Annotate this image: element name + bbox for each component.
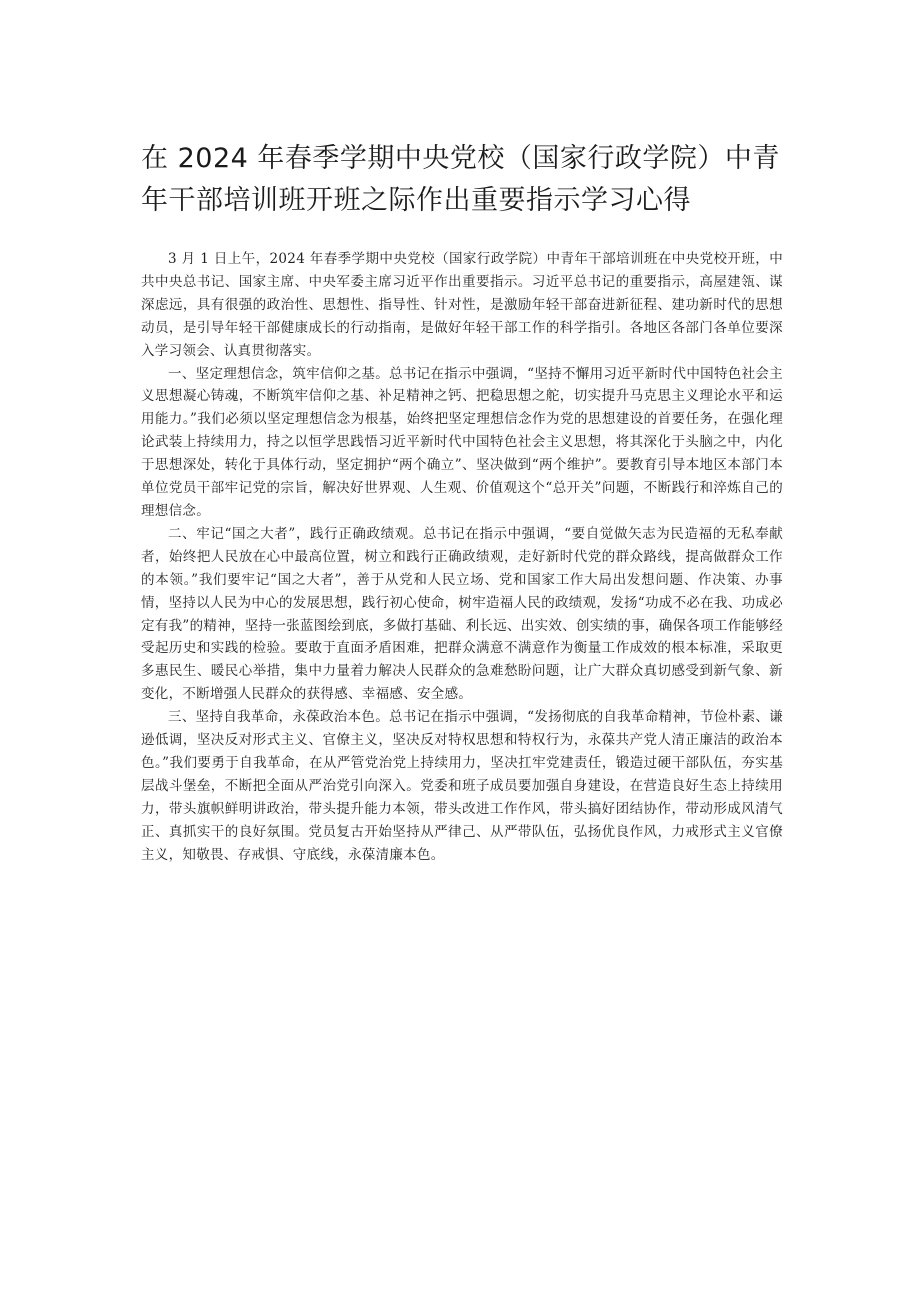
document-title: 在 2024 年春季学期中央党校（国家行政学院）中青年干部培训班开班之际作出重要指示学习心得	[141, 143, 780, 216]
paragraph-section-3: 三、坚持自我革命，永葆政治本色。总书记在指示中强调，“发扬彻底的自我革命精神，节俭朴素、谦逊低调，坚决反对形式主义、官僚主义，坚决反对特权思想和特权行为，永葆共产党人清正廉洁的政治本色。”我们要勇于自我革命，在从严管党治党上持续用力，坚决扛牢党建责任，锻造过硬干部队伍，夯实基层战斗堡垒，不断把全面从严治党引向深入。党委和班子成员要加强自身建设，在营造良好生态上持续用力，带头旗帜鲜明讲政治，带头提升能力本领，带头改进工作作风，带头搞好团结协作，带动形成风清气正、真抓实干的良好氛围。党员复古开始坚持从严律己、从严带队伍，弘扬优良作风，力戒形式主义官僚主义，知敬畏、存戒惧、守底线，永葆清廉本色。	[141, 709, 783, 863]
document-body	[141, 138, 783, 866]
paragraph-section-1: 一、坚定理想信念，筑牢信仰之基。总书记在指示中强调，“坚持不懈用习近平新时代中国特色社会主义思想凝心铸魂，不断筑牢信仰之基、补足精神之钙、把稳思想之舵，切实提升马克思主义理论水平和运用能力。”我们必须以坚定理想信念为根基，始终把坚定理想信念作为党的思想建设的首要任务，在强化理论武装上持续用力，持之以恒学思践悟习近平新时代中国特色社会主义思想，将其深化于头脑之中，内化于思想深处，转化于具体行动，坚定拥护“两个确立”、坚决做到“两个维护”。要教育引导本地区本部门本单位党员干部牢记党的宗旨，解决好世界观、人生观、价值观这个“总开关”问题，不断践行和淬炼自己的理想信念。	[141, 365, 783, 519]
paragraph-section-2: 二、牢记“国之大者”，践行正确政绩观。总书记在指示中强调，“要自觉做矢志为民造福的无私奉献者，始终把人民放在心中最高位置，树立和践行正确政绩观，走好新时代党的群众路线，提高做群众工作的本领。”我们要牢记“国之大者”，善于从党和人民立场、党和国家工作大局出发想问题、作决策、办事情，坚持以人民为中心的发展思想，践行初心使命，树牢造福人民的政绩观，发扬“功成不必在我、功成必定有我”的精神，坚持一张蓝图绘到底，多做打基础、利长远、出实效、创实绩的事，确保各项工作能够经受起历史和实践的检验。要敢于直面矛盾困难，把群众满意不满意作为衡量工作成效的根本标准，采取更多惠民生、暖民心举措，集中力量着力解决人民群众的急难愁盼问题，让广大群众真切感受到新气象、新变化，不断增强人民群众的获得感、幸福感、安全感。	[141, 525, 783, 703]
paragraph-intro: 3 月 1 日上午，2024 年春季学期中央党校（国家行政学院）中青年干部培训班在中央党校开班，中共中央总书记、国家主席、中央军委主席习近平作出重要指示。习近平总书记的重要指示，高屋建瓴、谋深虑远，具有很强的政治性、思想性、指导性、针对性，是激励年轻干部奋进新征程、建功新时代的思想动员，是引导年轻干部健康成长的行动指南，是做好年轻干部工作的科学指引。各地区各部门各单位要深入学习领会、认真贯彻落实。	[141, 251, 783, 359]
